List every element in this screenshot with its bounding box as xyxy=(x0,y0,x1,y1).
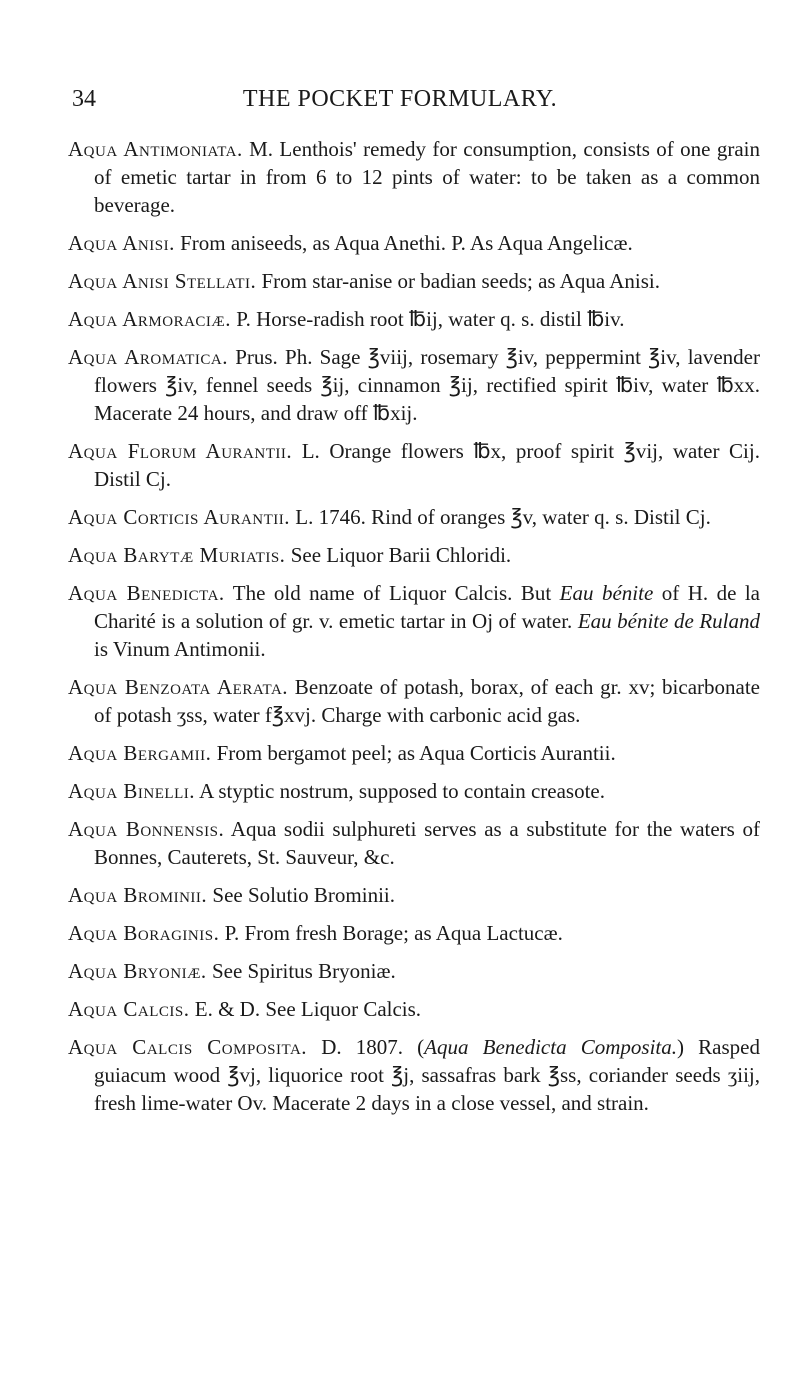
entry-text: L. 1746. Rind of oranges ℥v, water q. s. Distil Cj. xyxy=(290,505,711,529)
entry-text: L. Orange flowers ℔x, proof spirit ℥vij, water Cij. Distil Cj. xyxy=(94,439,760,491)
entry-text: The old name of Liquor Calcis. But xyxy=(224,581,560,605)
entry-head: Aqua Barytæ Muriatis. xyxy=(68,543,286,567)
entry-text: From aniseeds, as Aqua Anethi. P. As Aqua Angelicæ. xyxy=(174,231,633,255)
entry-text: M. Lenthois' remedy for consumption, consists of one grain of emetic tartar in from 6 to 12 pints of water: to be taken as a common beverage. xyxy=(94,137,760,217)
entry xyxy=(68,437,760,493)
entry-text: P. From fresh Borage; as Aqua Lactucæ. xyxy=(219,921,563,945)
italic-term: Aqua Benedicta Composita. xyxy=(424,1035,678,1059)
entry-text: E. & D. See Liquor Calcis. xyxy=(189,997,422,1021)
entry xyxy=(68,881,760,909)
entry-head: Aqua Calcis. xyxy=(68,997,190,1021)
italic-term: Eau bénite de Ruland xyxy=(577,609,760,633)
entry-head: Aqua Anisi Stellati. xyxy=(68,269,257,293)
entry-text: D. 1807. ( xyxy=(307,1035,425,1059)
entry xyxy=(68,541,760,569)
entry-head: Aqua Corticis Aurantii. xyxy=(68,505,291,529)
entry xyxy=(68,503,760,531)
entry-head: Aqua Binelli. xyxy=(68,779,195,803)
entry-head: Aqua Brominii. xyxy=(68,883,208,907)
entry xyxy=(68,579,760,663)
entry-head: Aqua Florum Aurantii. xyxy=(68,439,293,463)
entry xyxy=(68,739,760,767)
entry xyxy=(68,135,760,219)
entry xyxy=(68,267,760,295)
running-head: THE POCKET FORMULARY. xyxy=(242,86,558,112)
entry-text: See Liquor Barii Chloridi. xyxy=(285,543,512,567)
entry-text: Aqua sodii sulphureti serves as a substitute for the waters of Bonnes, Cauterets, St. Sauveur, &c. xyxy=(94,817,760,869)
entry-head: Aqua Bergamii. xyxy=(68,741,212,765)
entry-text: P. Horse-radish root ℔ij, water q. s. distil ℔iv. xyxy=(231,307,625,331)
entry-text: Prus. Ph. Sage ℥viij, rosemary ℥iv, peppermint ℥iv, lavender flowers ℥iv, fennel seeds ℥ij, cinnamon ℥ij, rectified spirit ℔iv, water ℔xx. Macerate 24 hours, and draw off ℔xij. xyxy=(94,345,760,425)
entry-text: See Solutio Brominii. xyxy=(207,883,396,907)
entry-head: Aqua Calcis Composita. xyxy=(68,1035,308,1059)
entry-text: of H. de la Charité is a solution of gr. v. emetic tartar in Oj of water. xyxy=(94,581,761,633)
entry-text: From star-anise or badian seeds; as Aqua Anisi. xyxy=(256,269,661,293)
entry-head: Aqua Boraginis. xyxy=(68,921,220,945)
entry-text: A styptic nostrum, supposed to contain creasote. xyxy=(194,779,606,803)
entry xyxy=(68,1033,760,1117)
entry-text: Benzoate of potash, borax, of each gr. xv; bicarbonate of potash ʒss, water f℥xvj. Charge with carbonic acid gas. xyxy=(94,675,760,727)
entry-text: See Spiritus Bryoniæ. xyxy=(206,959,396,983)
entry-head: Aqua Anisi. xyxy=(68,231,175,255)
entry xyxy=(68,919,760,947)
entry xyxy=(68,673,760,729)
entry-head: Aqua Antimoniata. xyxy=(68,137,243,161)
entry-head: Aqua Bryoniæ. xyxy=(68,959,207,983)
formulary-entries xyxy=(68,135,760,1127)
entry xyxy=(68,229,760,257)
entry xyxy=(68,957,760,985)
entry-head: Aqua Benedicta. xyxy=(68,581,225,605)
entry xyxy=(68,343,760,427)
entry xyxy=(68,777,760,805)
page-number: 34 xyxy=(72,86,96,112)
italic-term: Eau bénite xyxy=(559,581,654,605)
entry-head: Aqua Armoraciæ. xyxy=(68,307,232,331)
entry-head: Aqua Benzoata Aerata. xyxy=(68,675,289,699)
entry xyxy=(68,305,760,333)
entry-head: Aqua Bonnensis. xyxy=(68,817,225,841)
entry-text: is Vinum Antimonii. xyxy=(94,637,266,661)
entry-text: From bergamot peel; as Aqua Corticis Aurantii. xyxy=(211,741,616,765)
entry xyxy=(68,995,760,1023)
entry-text: ) Rasped guiacum wood ℥vj, liquorice root ℥j, sassafras bark ℥ss, coriander seeds ʒiij, fresh lime-water Ov. Macerate 2 days in a close vessel, and strain. xyxy=(94,1035,760,1115)
entry-head: Aqua Aromatica. xyxy=(68,345,228,369)
entry xyxy=(68,815,760,871)
